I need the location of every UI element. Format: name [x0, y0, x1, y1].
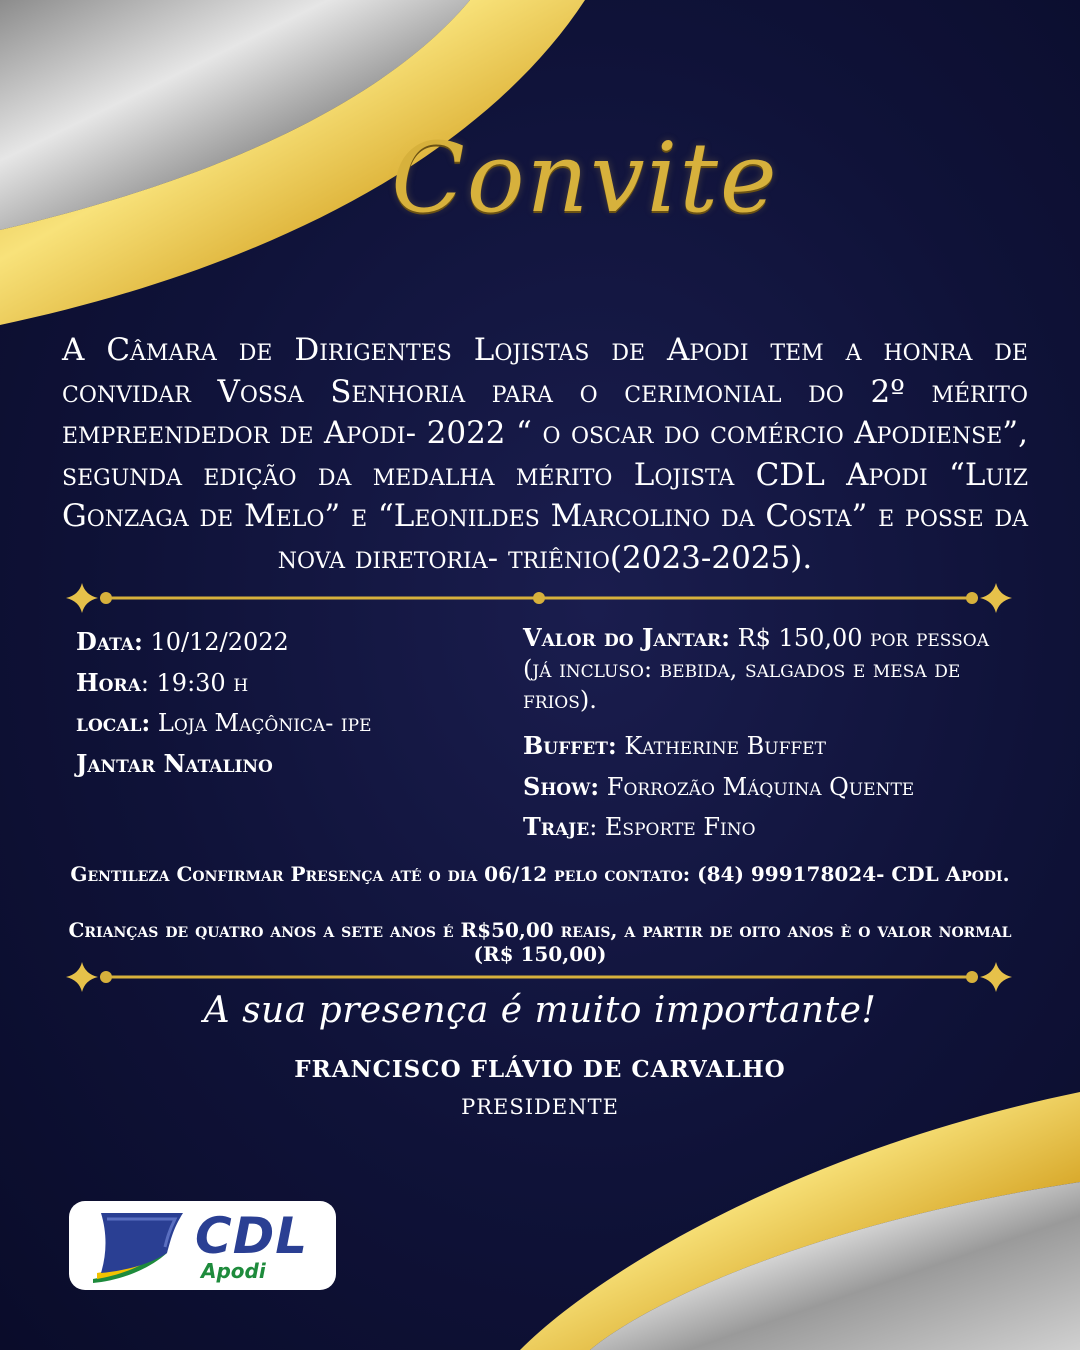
logo-city: Apodi: [201, 1259, 266, 1283]
gold-divider-top: [66, 583, 1012, 613]
gold-divider-bottom: [66, 962, 1012, 992]
detail-location: local: Loja Maçônica- ipe: [76, 708, 372, 737]
detail-dress-code: Traje: Esporte Fino: [523, 812, 756, 841]
detail-date: Data: 10/12/2022: [76, 627, 289, 656]
cdl-logo: [69, 1201, 336, 1290]
logo-text: CDL: [195, 1207, 309, 1265]
children-price-notice: Crianças de quatro anos a sete anos é R$50,00 reais, a partir de oito anos è o valor normal (R$ 150,00): [68, 918, 1012, 966]
detail-dinner-price: Valor do Jantar: R$ 150,00 por pessoa (já incluso: bebida, salgados e mesa de frios).: [523, 623, 990, 714]
detail-event: Jantar Natalino: [76, 748, 273, 778]
detail-buffet: Buffet: Katherine Buffet: [523, 731, 826, 760]
signature-role: PRESIDENTE: [461, 1095, 619, 1119]
tagline: A sua presença é muito importante!: [203, 990, 877, 1031]
invitation-text: A Câmara de Dirigentes Lojistas de Apodi tem a honra de convidar Vossa Senhoria para o cerimonial do 2º mérito empreendedor de Apodi- 2022 “ o oscar do comércio Apodiense”, segunda edição da medalha mérito Lojista CDL Apodi “Luiz Gonzaga de Melo” e “Leonildes Marcolino da Costa” e posse da nova diretoria- triênio(2023-2025).: [62, 332, 1028, 576]
cdl-flag-icon: [87, 1209, 183, 1283]
detail-time: Hora: 19:30 h: [76, 667, 249, 697]
event-details-right: [523, 622, 1023, 848]
invitation-title: Convite: [391, 122, 779, 234]
rsvp-notice: Gentileza Confirmar Presença até o dia 06/12 pelo contato: (84) 999178024- CDL Apodi.: [70, 862, 1010, 886]
detail-show: Show: Forrozão Máquina Quente: [523, 771, 915, 801]
signature-name: FRANCISCO FLÁVIO DE CARVALHO: [294, 1056, 786, 1083]
event-details-left: [76, 622, 496, 784]
